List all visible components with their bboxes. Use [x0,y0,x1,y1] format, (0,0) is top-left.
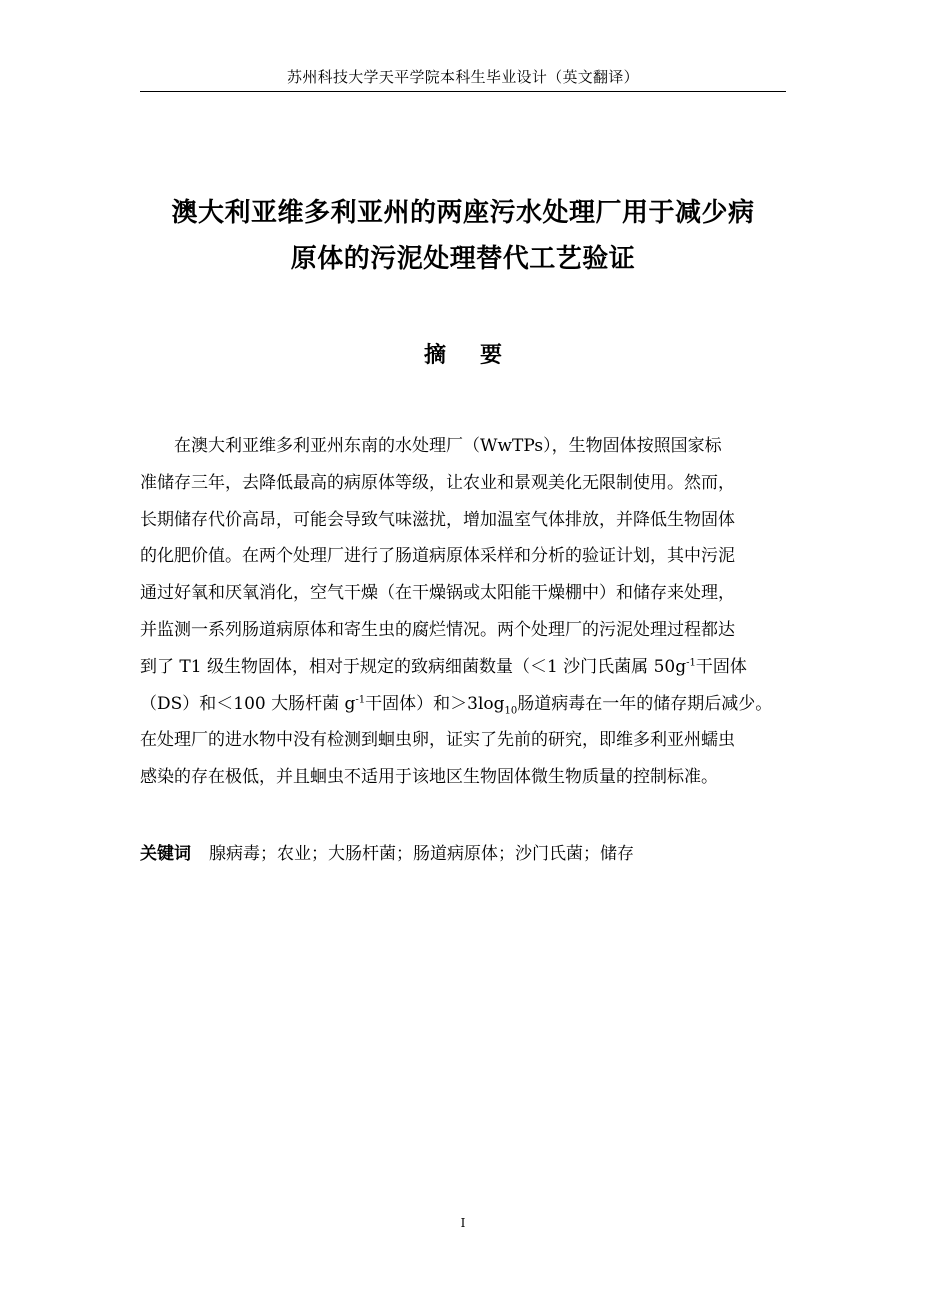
abstract-line [140,759,786,796]
abstract-line [140,612,786,649]
line8-part-c: 肠道病毒在一年的储存期后减少。 [517,693,773,714]
abstract-line-text [140,649,747,686]
abstract-line-text: 在澳大利亚维多利亚州东南的水处理厂（WwTPs），生物固体按照国家标 [174,436,722,456]
header-divider [140,91,786,92]
running-header: 苏州科技大学天平学院本科生毕业设计（英文翻译） [287,68,639,86]
abstract-line [140,428,786,465]
abstract-line [140,538,786,575]
abstract-line-text: 准储存三年，去降低最高的病原体等级，让农业和景观美化无限制使用。然而， [140,472,735,493]
abstract-line [140,649,786,686]
abstract-body [140,428,786,796]
line8-part-b: 干固体）和＞3log [365,693,505,714]
abstract-line [140,465,786,502]
superscript: -1 [686,657,696,669]
superscript: -1 [355,693,366,705]
keywords-label: 关键词 [140,844,191,864]
abstract-line [140,722,786,759]
abstract-line [140,502,786,539]
line8-part-a: （DS）和＜100 大肠杆菌 g [140,693,356,714]
paper-title [140,190,786,282]
keywords-text: 腺病毒；农业；大肠杆菌；肠道病原体；沙门氏菌；储存 [209,844,634,864]
abstract-line [140,686,786,723]
page-number: I [460,1216,466,1230]
abstract-heading: 摘要 [423,343,536,368]
abstract-line-text: 并监测一系列肠道病原体和寄生虫的腐烂情况。两个处理厂的污泥处理过程都达 [140,619,735,640]
abstract-line-text: 长期储存代价高昂，可能会导致气味滋扰，增加温室气体排放，并降低生物固体 [140,509,735,530]
line7-part-a: 到了 T1 级生物固体，相对于规定的致病细菌数量（＜1 沙门氏菌属 50g [140,656,687,677]
title-line-2: 原体的污泥处理替代工艺验证 [290,244,636,274]
abstract-line-text: 的化肥价值。在两个处理厂进行了肠道病原体采样和分析的验证计划，其中污泥 [140,546,735,567]
abstract-line-text: 感染的存在极低，并且蛔虫不适用于该地区生物固体微生物质量的控制标准。 [140,767,718,788]
abstract-line [140,575,786,612]
subscript: 10 [504,704,518,716]
abstract-line-text [140,686,772,723]
abstract-line-text: 通过好氧和厌氧消化，空气干燥（在干燥锅或太阳能干燥棚中）和储存来处理， [140,583,735,604]
abstract-line-text: 在处理厂的进水物中没有检测到蛔虫卵，证实了先前的研究，即维多利亚州蠕虫 [140,730,735,751]
keywords-line [140,836,786,872]
title-line-1: 澳大利亚维多利亚州的两座污水处理厂用于减少病 [171,198,755,228]
line7-part-b: 干固体 [695,656,747,677]
